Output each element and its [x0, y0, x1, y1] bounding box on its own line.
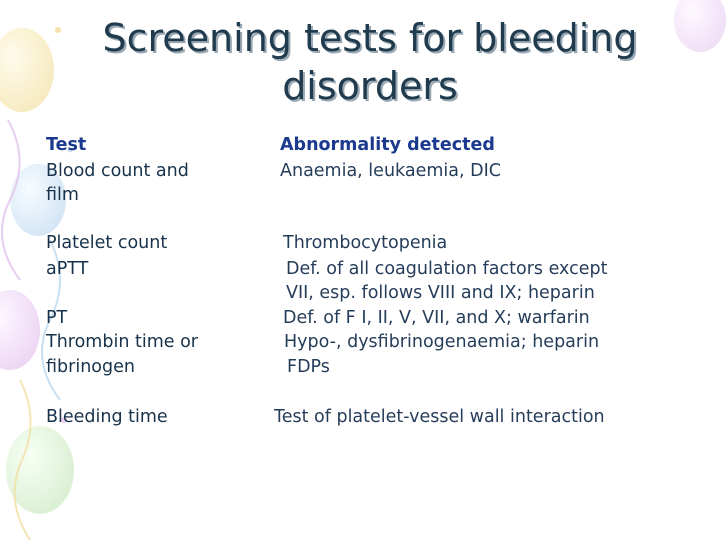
test-name: fibrinogen	[46, 357, 135, 377]
abnormality-text: Def. of F I, II, V, VII, and X; warfarin	[283, 308, 590, 328]
abnormality-text: Anaemia, leukaemia, DIC	[280, 161, 501, 181]
balloon-icon	[0, 290, 40, 370]
column-header-abnormality: Abnormality detected	[280, 135, 495, 155]
test-name: Bleeding time	[46, 407, 168, 427]
test-name: PT	[46, 308, 68, 328]
title-line-2: disorders	[282, 64, 458, 108]
slide-title	[40, 14, 700, 110]
abnormality-text: Def. of all coagulation factors except	[286, 259, 608, 279]
test-name: Thrombin time or	[46, 332, 198, 352]
abnormality-text: Hypo-, dysfibrinogenaemia; heparin	[284, 332, 600, 352]
abnormality-text: VII, esp. follows VIII and IX; heparin	[286, 283, 595, 303]
test-name: Blood count and	[46, 161, 189, 181]
test-name: film	[46, 185, 79, 205]
balloon-icon	[6, 426, 74, 514]
abnormality-text: Test of platelet-vessel wall interaction	[274, 407, 605, 427]
test-name: Platelet count	[46, 233, 168, 253]
test-name: aPTT	[46, 259, 89, 279]
abnormality-text: FDPs	[287, 357, 330, 377]
title-line-1: Screening tests for bleeding	[102, 16, 638, 60]
abnormality-text: Thrombocytopenia	[283, 233, 448, 253]
column-header-test: Test	[46, 135, 87, 155]
